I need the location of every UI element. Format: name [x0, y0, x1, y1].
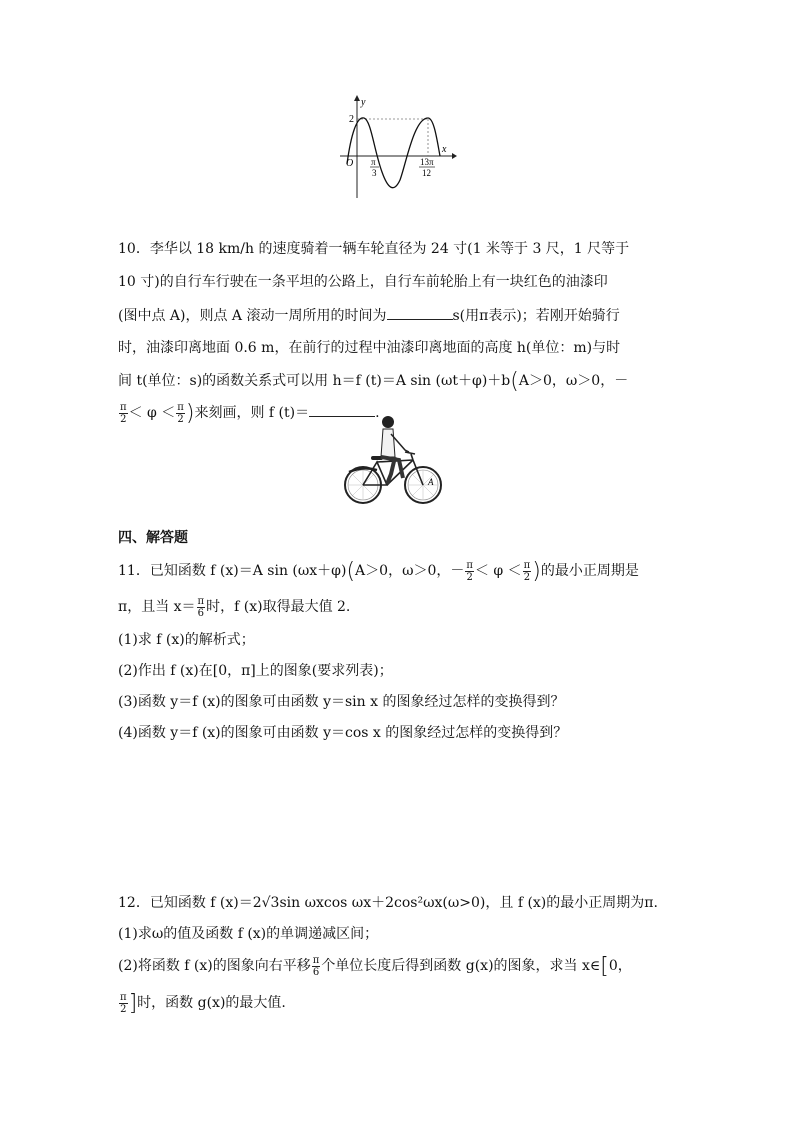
q11-sub-4: (4)函数 y＝f (x)的图象可由函数 y＝cos x 的图象经过怎样的变换得到？: [118, 725, 568, 741]
tick-pi-3-den: 3: [372, 168, 377, 178]
max-value-label: 2: [349, 114, 354, 125]
q11-sub-2: (2)作出 f (x)在[0，π]上的图象(要求列表)；: [118, 663, 393, 679]
q10-line-3: (图中点 A)，则点 A 滚动一周所用的时间为 s(用π表示)；若刚开始骑行: [118, 305, 620, 326]
y-axis-label: y: [361, 97, 366, 108]
tick-13pi-12-num: 13π: [420, 157, 434, 167]
q10-line-1: 10．李华以 18 km/h 的速度骑着一辆车轮直径为 24 寸(1 米等于 3 尺，1 尺等于: [118, 241, 630, 257]
point-a-label: A: [428, 477, 434, 487]
q12-sub-2: (2)将函数 f (x)的图象向右平移 $\frac{\pi}{6}$ 个单位长度后得到函数 g(x)的图象，求当 x∈[0，: [118, 954, 632, 979]
tick-13pi-12-den: 12: [422, 168, 431, 178]
sine-graph-figure: [334, 94, 458, 200]
q10-line-6: $\frac{\pi}{2}$ ＜ φ ＜ $\frac{\pi}{2}$ )来刻画，则 f (t)＝ .: [120, 401, 380, 426]
origin-label: O: [346, 158, 354, 169]
tick-pi-3-num: π: [371, 157, 376, 167]
q12-line-3: $\frac{\pi}{2}$ ]时，函数 g(x)的最大值.: [120, 991, 286, 1016]
q12-sub-1: (1)求ω的值及函数 f (x)的单调递减区间；: [118, 926, 379, 942]
q10-line-5: 间 t(单位：s)的函数关系式可以用 h＝f (t)＝A sin (ωt＋φ)＋b(A＞0，ω＞0，－: [118, 369, 629, 394]
q11-sub-3: (3)函数 y＝f (x)的图象可由函数 y＝sin x 的图象经过怎样的变换得到？: [118, 694, 565, 710]
cyclist-illustration: [343, 412, 445, 510]
q10-line-4: 时，油漆印离地面 0.6 m，在前行的过程中油漆印离地面的高度 h(单位：m)与时: [118, 340, 621, 356]
q11-line-2: π，且当 x＝ $\frac{\pi}{6}$ 时，f (x)取得最大值 2.: [118, 595, 351, 619]
q11-line-1: 11．已知函数 f (x)＝A sin (ωx＋φ)(A＞0，ω＞0，－ $\frac{\pi}{2}$ ＜ φ ＜ $\frac{\pi}{2}$ )的最小正周期是: [118, 559, 639, 584]
q11-sub-1: (1)求 f (x)的解析式；: [118, 632, 255, 648]
x-axis-label: x: [442, 144, 447, 155]
q10-line-2: 10 寸)的自行车行驶在一条平坦的公路上，自行车前轮胎上有一块红色的油漆印: [118, 274, 608, 290]
q12-line-1: 12．已知函数 f (x)＝2√3sin ωxcos ωx＋2cos²ωx(ω>0)，且 f (x)的最小正周期为π.: [118, 895, 658, 911]
q10-answer-blank-1[interactable]: [387, 305, 453, 320]
section-heading: 四、解答题: [118, 529, 188, 545]
